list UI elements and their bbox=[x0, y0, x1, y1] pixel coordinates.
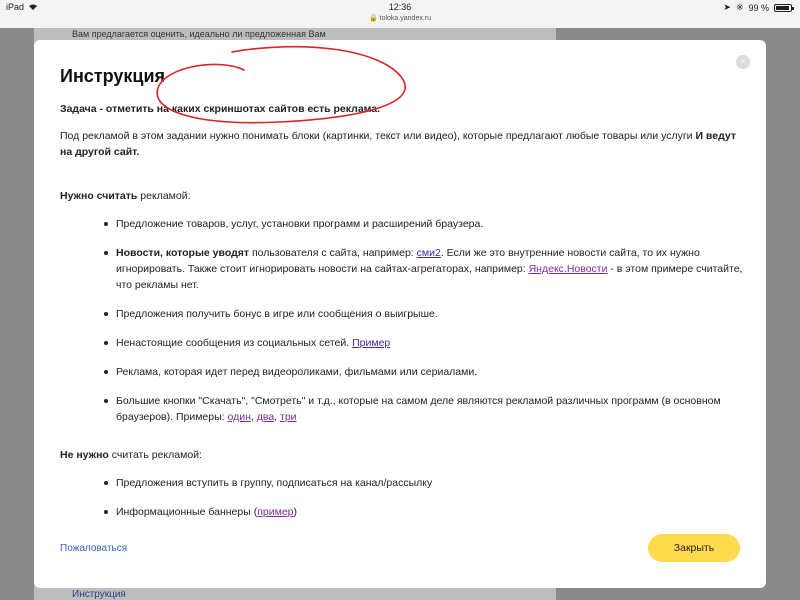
status-right bbox=[723, 2, 792, 13]
not-need-section-heading bbox=[60, 447, 750, 463]
background-top-text: Вам предлагается оценить, идеально ли предложенная Вам bbox=[72, 29, 326, 39]
list-item bbox=[104, 306, 750, 322]
list-item bbox=[104, 216, 750, 232]
need-bold: Нужно считать bbox=[60, 190, 138, 202]
address-bar-url[interactable] bbox=[0, 14, 800, 22]
item-text: пользователя с сайта, например: bbox=[249, 247, 417, 259]
status-time: 12:36 bbox=[388, 2, 412, 12]
intro-bold-text: И ведут на другой сайт. bbox=[60, 130, 736, 158]
yandex-news-link[interactable]: Яндекс.Новости bbox=[528, 263, 608, 275]
example-one-link[interactable]: один bbox=[227, 411, 251, 423]
battery-icon bbox=[774, 4, 792, 12]
status-bar bbox=[0, 0, 800, 28]
intro-paragraph bbox=[60, 128, 750, 160]
not-need-rest: считать рекламой: bbox=[111, 449, 202, 461]
list-item bbox=[104, 393, 750, 425]
example-link[interactable]: Пример bbox=[352, 337, 391, 349]
example-three-link[interactable]: три bbox=[280, 411, 297, 423]
item-text: Реклама, которая идет перед видеороликами, фильмами или сериалами. bbox=[116, 366, 478, 378]
complain-link[interactable]: Пожаловаться bbox=[60, 543, 128, 554]
not-need-bold: Не нужно bbox=[60, 449, 109, 461]
example-two-link[interactable]: два bbox=[256, 411, 275, 423]
bluetooth-icon: ※ bbox=[735, 2, 744, 12]
list-item bbox=[104, 364, 750, 380]
modal-title: Инструкция bbox=[60, 66, 166, 86]
item-text: Информационные баннеры ( bbox=[116, 506, 258, 518]
intro-text: Под рекламой в этом задании нужно понимать блоки (картинки, текст или видео), которые предлагают любые товары или услуги bbox=[60, 130, 693, 142]
location-icon: ➤ bbox=[723, 2, 731, 12]
task-text: Задача - отметить на каких скриншотах сайтов есть реклама. bbox=[60, 103, 381, 115]
need-list bbox=[104, 216, 750, 425]
banner-example-link[interactable]: пример bbox=[257, 506, 294, 518]
item-text: Ненастоящие сообщения из социальных сетей. bbox=[116, 337, 353, 349]
instruction-modal bbox=[34, 40, 766, 588]
smi2-link[interactable]: сми2 bbox=[416, 247, 441, 259]
modal-content bbox=[60, 101, 750, 533]
item-text: Предложение товаров, услуг, установки программ и расширений браузера. bbox=[116, 218, 484, 230]
close-button[interactable]: Закрыть bbox=[648, 534, 740, 562]
not-need-list bbox=[104, 475, 750, 520]
battery-percent: 99 % bbox=[748, 2, 769, 13]
list-item bbox=[104, 504, 750, 520]
lock-icon: 🔒 bbox=[368, 15, 378, 22]
item-text: . Если же это внутренние новости сайта, то их нужно игнорировать. Также стоит игнорировать новости на сайтах-агрегаторах, например: bbox=[116, 247, 700, 275]
need-section-heading bbox=[60, 188, 750, 204]
close-icon[interactable]: × bbox=[736, 55, 750, 69]
item-text: Предложения получить бонус в игре или сообщения о выигрыше. bbox=[116, 308, 438, 320]
need-rest: рекламой: bbox=[140, 190, 191, 202]
item-text: Большие кнопки "Скачать", "Смотреть" и т.д., которые на самом деле являются рекламой различных программ (в основном браузеров). Примеры: bbox=[116, 395, 721, 423]
item-text: ) bbox=[293, 506, 297, 518]
device-name: iPad bbox=[6, 2, 25, 12]
list-item bbox=[104, 475, 750, 491]
item-text: Предложения вступить в группу, подписаться на канал/рассылку bbox=[116, 477, 433, 489]
separator: , bbox=[274, 411, 281, 423]
list-item bbox=[104, 245, 750, 293]
separator: , bbox=[250, 411, 257, 423]
url-text: toloka.yandex.ru bbox=[379, 15, 432, 22]
background-instruction-link[interactable]: Инструкция bbox=[72, 589, 126, 600]
item-text: - в этом примере считайте, что рекламы нет. bbox=[116, 263, 743, 291]
list-item bbox=[104, 335, 750, 351]
item-bold: Новости, которые уводят bbox=[116, 247, 250, 259]
